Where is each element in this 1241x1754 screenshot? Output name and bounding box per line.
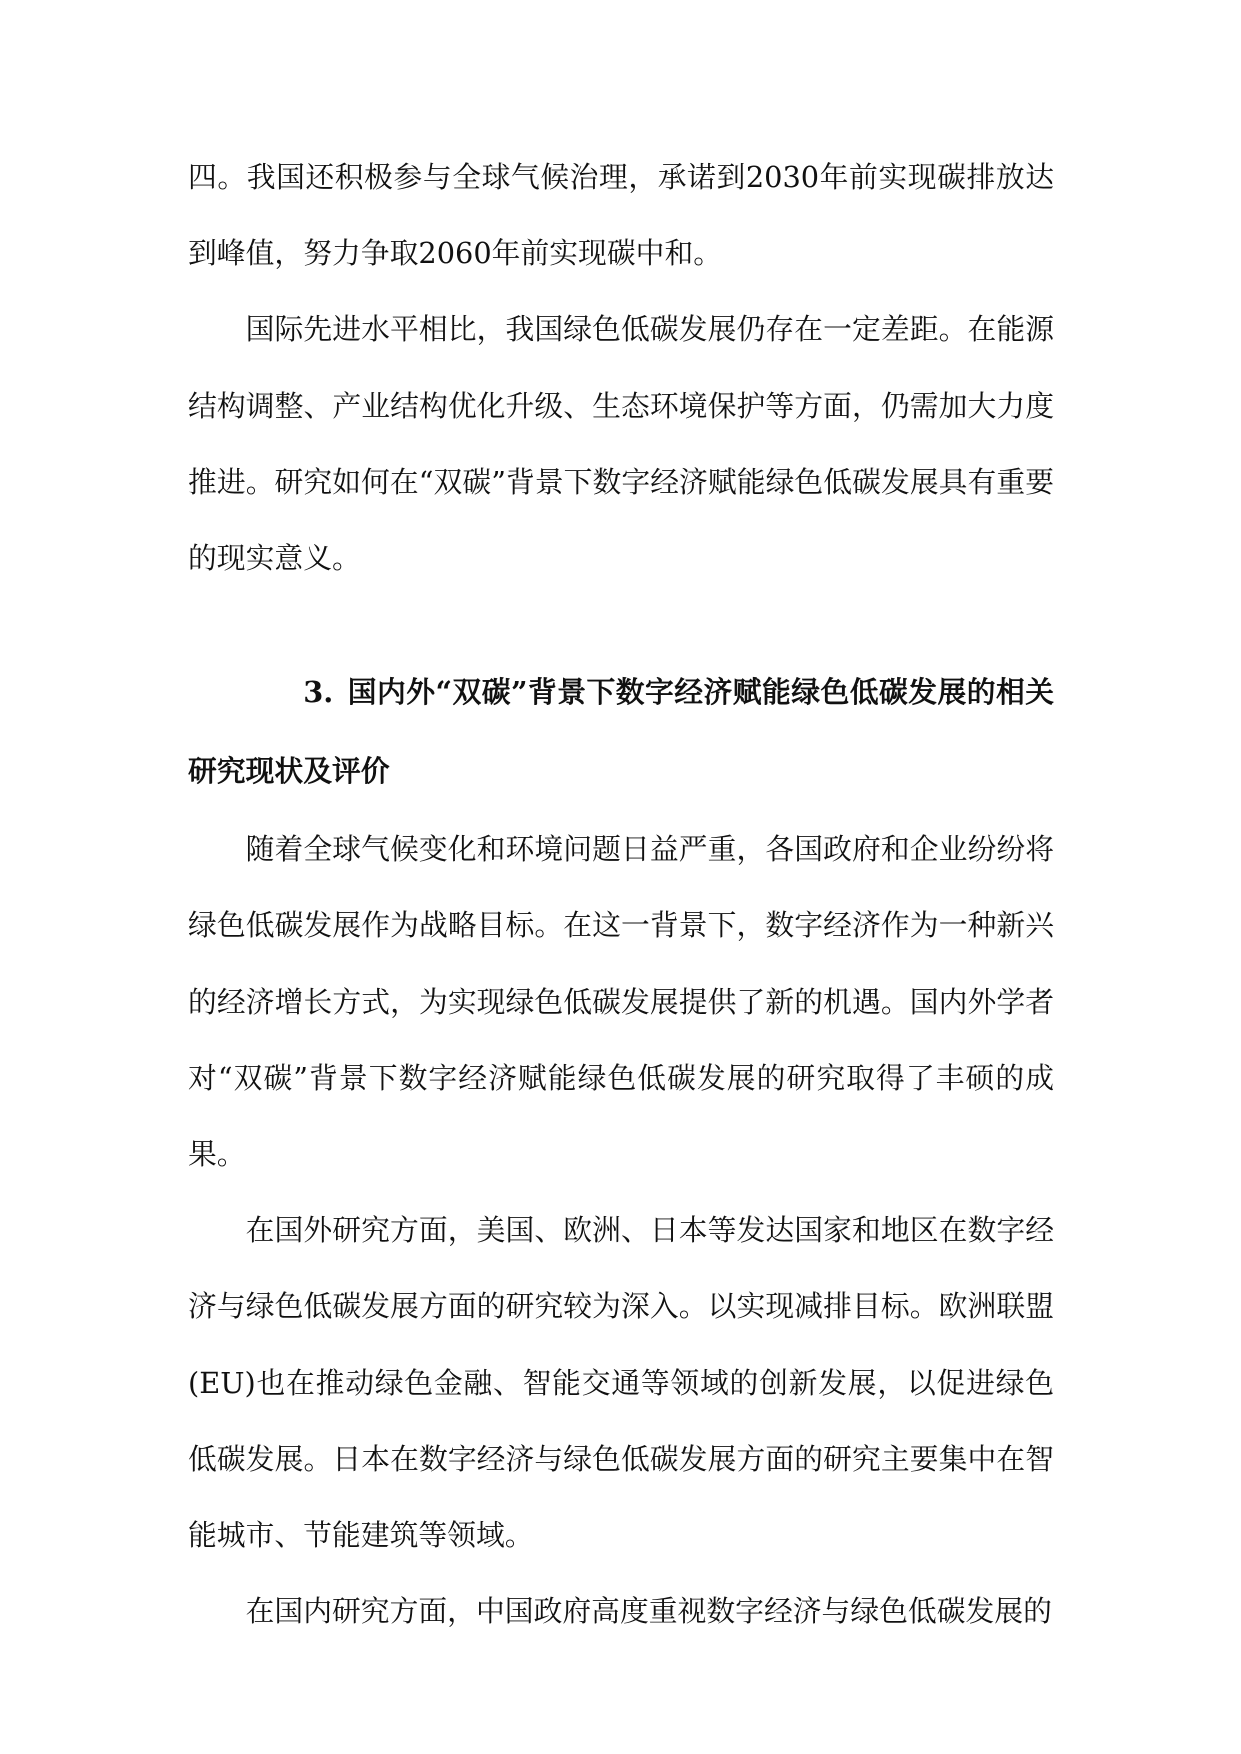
paragraph-foreign-research: 在国外研究方面，美国、欧洲、日本等发达国家和地区在数字经济与绿色低碳发展方面的研究较为深入。以实现减排目标。欧洲联盟(EU)也在推动绿色金融、智能交通等领域的创新发展，以促进绿色低碳发展。日本在数字经济与绿色低碳发展方面的研究主要集中在智能城市、节能建筑等领域。: [188, 1213, 1054, 1553]
document-body: [188, 139, 1054, 1649]
section-heading-text: 国内外“双碳”背景下数字经济赋能绿色低碳发展的相关研究现状及评价: [188, 675, 1054, 789]
paragraph-gap-analysis: 国际先进水平相比，我国绿色低碳发展仍存在一定差距。在能源结构调整、产业结构优化升级、生态环境保护等方面，仍需加大力度推进。研究如何在“双碳”背景下数字经济赋能绿色低碳发展具有重要的现实意义。: [188, 312, 1054, 576]
paragraph-domestic-research: 在国内研究方面，中国政府高度重视数字经济与绿色低碳发展的: [245, 1594, 1052, 1629]
section-heading-number: 3.: [303, 675, 334, 710]
paragraph-continuation: 四。我国还积极参与全球气候治理，承诺到2030年前实现碳排放达到峰值，努力争取2060年前实现碳中和。: [188, 160, 1054, 271]
paragraph-background: 随着全球气候变化和环境问题日益严重，各国政府和企业纷纷将绿色低碳发展作为战略目标。在这一背景下，数字经济作为一种新兴的经济增长方式，为实现绿色低碳发展提供了新的机遇。国内外学者对“双碳”背景下数字经济赋能绿色低碳发展的研究取得了丰硕的成果。: [188, 832, 1054, 1172]
section-heading: [188, 653, 1054, 811]
